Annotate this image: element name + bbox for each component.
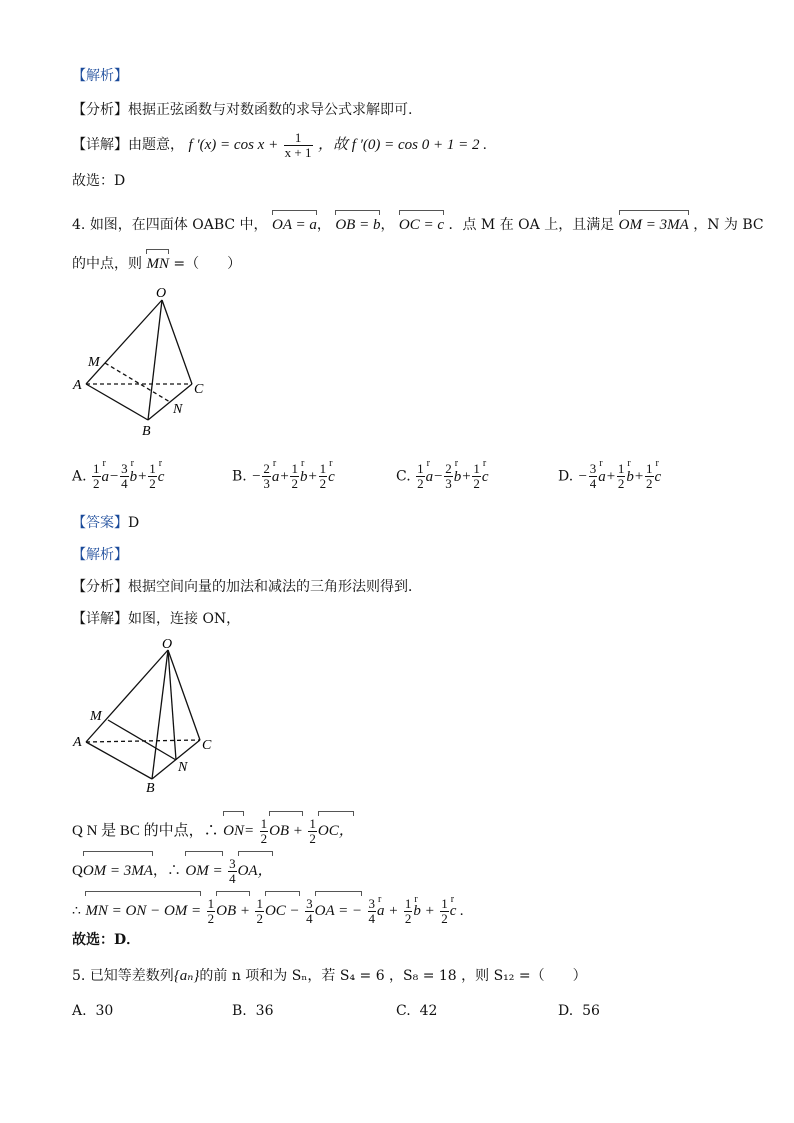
fenxi-line-2: 【分析】根据空间向量的加法和减法的三角形法则得到． xyxy=(72,579,422,595)
q4-option-a[interactable]: A. $\frac{1}{2}$ r a− $\frac{3}{4}$ r b+ $\frac{1}{2}$ r c xyxy=(72,462,164,491)
label-a: A xyxy=(73,378,82,393)
q4-stem-line1: 4. 如图，在四面体 OABC 中， OA = a， OB = b， OC = c ．点 M 在 OA 上，且满足 OM = 3MA ，N 为 BC xyxy=(72,207,764,235)
q4-option-b[interactable]: B. − $\frac{2}{3}$ r a+ $\frac{1}{2}$ r b+ $\frac{1}{2}$ r c xyxy=(232,462,335,491)
label-o: O xyxy=(156,286,167,301)
jiexi-label-1: 【解析】 xyxy=(72,68,128,84)
label-c: C xyxy=(194,382,204,397)
label-n: N xyxy=(178,760,188,775)
tetrahedron-figure-1 xyxy=(60,280,240,440)
label-m: M xyxy=(90,709,102,724)
tetrahedron-figure-2 xyxy=(60,634,240,794)
derivation-step-1: Q N 是 BC 的中点，∴ ON= $\frac{1}{2}$ OB + $\frac{1}{2}$ OC， xyxy=(72,808,354,846)
q5-option-d[interactable]: D. 56 xyxy=(558,1003,600,1019)
fenxi-line-1: 【分析】根据正弦函数与对数函数的求导公式求解即可. xyxy=(72,102,413,118)
q4-stem-line2: 的中点，则 MN =（ ） xyxy=(72,246,241,274)
label-a: A xyxy=(73,735,82,750)
q5-option-b[interactable]: B. 36 xyxy=(232,1003,274,1019)
q5-option-c[interactable]: C. 42 xyxy=(396,1003,438,1019)
edge-oc xyxy=(162,300,192,384)
edge-oc xyxy=(168,650,200,740)
derivation-step-3: ∴ MN = ON − OM = $\frac{1}{2}$ OB + $\frac{1}{2}$ OC − $\frac{3}{4}$ OA = − $\frac{3}{4}$ r a + $\frac{1}{2}$ r b + $\frac{1}{2}$ r c . xyxy=(72,888,464,926)
q5-stem: 5. 已知等差数列{aₙ}的前 n 项和为 Sₙ，若 S₄ = 6 ，S₈ = 18 ，则 S₁₂ =（ ） xyxy=(72,968,587,984)
label-b: B xyxy=(142,424,151,439)
xiangjie-line-1: 【详解】由题意， f ′(x) = cos x + $\frac{1}{x + 1}$ ，故 f ′(0) = cos 0 + 1 = 2 . xyxy=(72,129,488,160)
xiangjie-line-2: 【详解】如图，连接 ON， xyxy=(72,611,241,627)
edge-ab xyxy=(86,384,148,420)
q5-option-a[interactable]: A. 30 xyxy=(72,1003,114,1019)
vec-om-condition: OM = 3MA xyxy=(619,207,689,235)
label-o: O xyxy=(162,637,173,652)
label-n: N xyxy=(173,402,183,417)
edge-ob xyxy=(152,650,168,779)
segment-on xyxy=(168,650,176,760)
vec-oc: OC = c xyxy=(399,207,444,235)
edge-oa xyxy=(86,650,168,742)
edge-ob xyxy=(148,300,162,420)
q4-option-d[interactable]: D. − $\frac{3}{4}$ r a+ $\frac{1}{2}$ r b+ $\frac{1}{2}$ r c xyxy=(558,462,661,491)
vec-ob: OB = b xyxy=(335,207,380,235)
derivation-step-2: QOM = 3MA，∴ OM = $\frac{3}{4}$ OA， xyxy=(72,848,273,886)
q4-option-c[interactable]: C. $\frac{1}{2}$ r a− $\frac{2}{3}$ r b+ $\frac{1}{2}$ r c xyxy=(396,462,489,491)
label-b: B xyxy=(146,781,155,794)
edge-oa xyxy=(86,300,162,384)
segment-mn xyxy=(105,363,170,402)
edge-ab xyxy=(86,742,152,779)
label-c: C xyxy=(202,738,212,753)
vec-mn: MN xyxy=(146,246,169,274)
q4-answer: 【答案】D xyxy=(72,515,140,531)
vec-oa: OA = a xyxy=(272,207,317,235)
q4-final-answer: 故选：D． xyxy=(72,932,141,948)
jiexi-label-2: 【解析】 xyxy=(72,547,128,563)
label-m: M xyxy=(88,355,100,370)
edge-bc xyxy=(148,384,192,420)
prev-answer: 故选：D xyxy=(72,173,126,189)
